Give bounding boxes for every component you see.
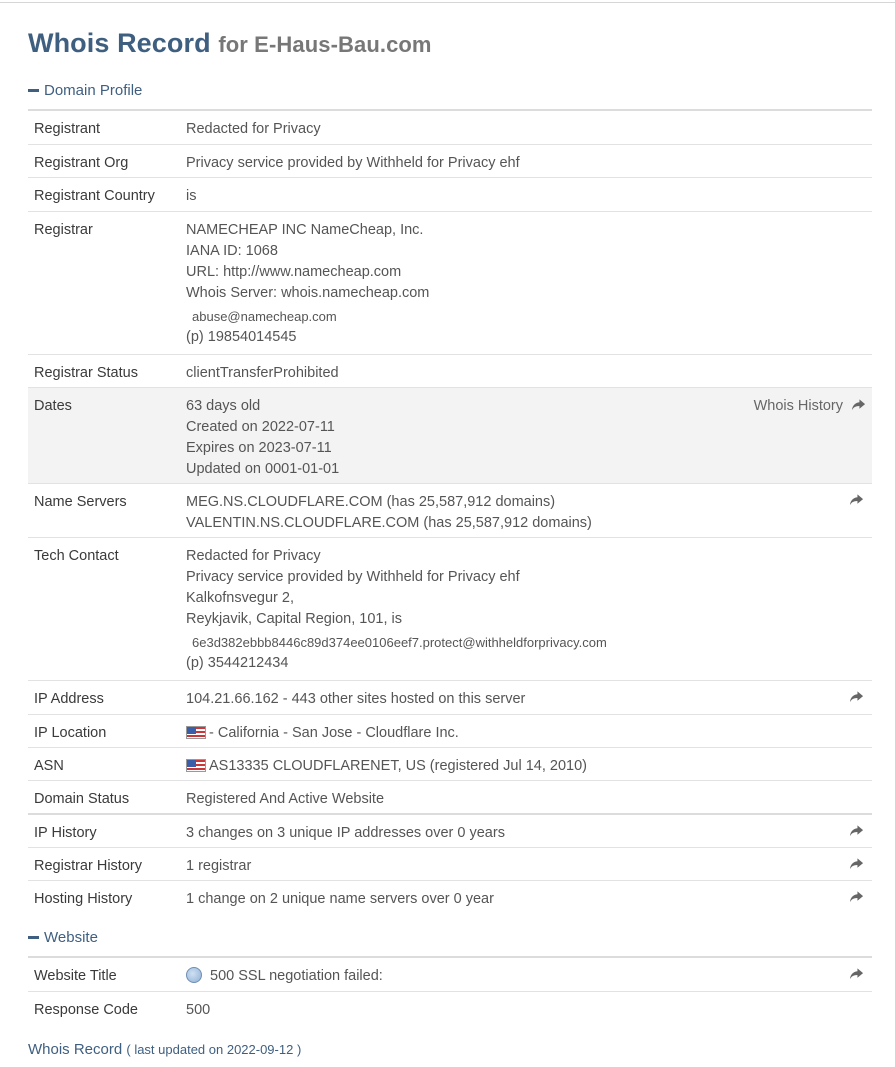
row-label: Website Title bbox=[34, 968, 117, 984]
row-label: Domain Status bbox=[34, 791, 130, 807]
row-value: Privacy service provided by Withheld for Privacy ehf bbox=[186, 155, 520, 171]
tech-street: Kalkofnsvegur 2, bbox=[186, 590, 295, 606]
row-value bbox=[186, 492, 786, 534]
collapse-icon[interactable] bbox=[28, 936, 39, 939]
row-dates bbox=[28, 387, 872, 483]
globe-icon bbox=[186, 967, 202, 983]
share-arrow-icon[interactable] bbox=[849, 824, 864, 838]
footer bbox=[28, 1041, 301, 1058]
tech-city: Reykjavik, Capital Region, 101, is bbox=[186, 611, 402, 627]
row-label: Registrar History bbox=[34, 858, 142, 874]
row-hosting-history bbox=[28, 880, 872, 914]
row-label: Response Code bbox=[34, 1002, 138, 1018]
row-label: Hosting History bbox=[34, 891, 133, 907]
footer-whois-record-link[interactable]: Whois Record bbox=[28, 1041, 123, 1058]
row-registrant-country bbox=[28, 177, 872, 211]
row-label: Registrar Status bbox=[34, 365, 138, 381]
row-value: is bbox=[186, 188, 197, 204]
row-label: IP History bbox=[34, 825, 97, 841]
row-value: 500 bbox=[186, 1002, 211, 1018]
phone-number: 3544212434 bbox=[207, 655, 289, 671]
row-label: IP Location bbox=[34, 725, 107, 741]
section-title[interactable]: Website bbox=[44, 929, 98, 946]
asn-text: AS13335 CLOUDFLARENET, US (registered Jul 14, 2010) bbox=[209, 758, 587, 774]
row-value: 1 registrar bbox=[186, 858, 252, 874]
row-value: Redacted for Privacy bbox=[186, 121, 321, 137]
row-label: ASN bbox=[34, 758, 64, 774]
row-label: Name Servers bbox=[34, 494, 127, 510]
us-flag-icon bbox=[186, 759, 206, 772]
website-title-text: 500 SSL negotiation failed: bbox=[210, 968, 383, 984]
row-value: 1 change on 2 unique name servers over 0 year bbox=[186, 891, 494, 907]
row-value: 104.21.66.162 - 443 other sites hosted on this server bbox=[186, 691, 526, 707]
share-arrow-icon[interactable] bbox=[849, 857, 864, 871]
row-registrar-history bbox=[28, 847, 872, 880]
title-text: Whois Record bbox=[28, 28, 211, 58]
created-date: Created on 2022-07-11 bbox=[186, 419, 335, 435]
registrar-url: URL: http://www.namecheap.com bbox=[186, 264, 402, 280]
row-ip-address bbox=[28, 680, 872, 714]
row-label: IP Address bbox=[34, 691, 104, 707]
row-label: Registrant Org bbox=[34, 155, 129, 171]
title-domain: for E-Haus-Bau.com bbox=[218, 32, 432, 57]
row-domain-status bbox=[28, 780, 872, 813]
phone-number: 19854014545 bbox=[207, 329, 297, 345]
row-ip-location bbox=[28, 714, 872, 747]
row-registrar bbox=[28, 211, 872, 354]
phone-prefix: (p) bbox=[186, 655, 204, 671]
name-server-1: MEG.NS.CLOUDFLARE.COM (has 25,587,912 domains) bbox=[186, 494, 556, 510]
section-title[interactable]: Domain Profile bbox=[44, 82, 143, 99]
row-value bbox=[186, 396, 786, 480]
us-flag-icon bbox=[186, 726, 206, 739]
tech-org: Privacy service provided by Withheld for Privacy ehf bbox=[186, 569, 520, 585]
whois-server: Whois Server: whois.namecheap.com bbox=[186, 285, 430, 301]
last-updated: ( last updated on 2022-09-12 ) bbox=[126, 1042, 302, 1057]
row-label: Registrant bbox=[34, 121, 101, 137]
row-label: Tech Contact bbox=[34, 548, 119, 564]
domain-age: 63 days old bbox=[186, 398, 261, 414]
row-tech-contact bbox=[28, 537, 872, 680]
row-website-title bbox=[28, 956, 872, 991]
tech-email: 6e3d382ebbb8446c89d374ee0106eef7.protect@withheldforprivacy.com bbox=[192, 635, 607, 650]
row-label: Registrant Country bbox=[34, 188, 155, 204]
row-response-code bbox=[28, 991, 872, 1024]
top-divider bbox=[0, 2, 895, 3]
section-toggle-domain-profile[interactable] bbox=[28, 82, 142, 99]
whois-history-link[interactable] bbox=[754, 396, 866, 417]
tech-name: Redacted for Privacy bbox=[186, 548, 321, 564]
expires-date: Expires on 2023-07-11 bbox=[186, 440, 332, 456]
row-value bbox=[186, 756, 786, 777]
row-label: Registrar bbox=[34, 222, 93, 238]
row-registrant-org bbox=[28, 144, 872, 177]
row-registrar-status bbox=[28, 354, 872, 387]
row-value bbox=[186, 966, 786, 987]
share-arrow-icon[interactable] bbox=[849, 493, 864, 507]
row-value bbox=[186, 723, 786, 744]
share-arrow-icon[interactable] bbox=[849, 967, 864, 981]
row-registrant bbox=[28, 109, 872, 144]
row-name-servers bbox=[28, 483, 872, 537]
row-value bbox=[186, 220, 786, 348]
page-title bbox=[28, 28, 432, 59]
collapse-icon[interactable] bbox=[28, 89, 39, 92]
name-server-2: VALENTIN.NS.CLOUDFLARE.COM (has 25,587,912 domains) bbox=[186, 515, 592, 531]
row-value: 3 changes on 3 unique IP addresses over 0 years bbox=[186, 825, 505, 841]
whois-history-label[interactable]: Whois History bbox=[753, 398, 843, 414]
row-value bbox=[186, 546, 786, 674]
share-arrow-icon[interactable] bbox=[849, 690, 864, 704]
phone-prefix: (p) bbox=[186, 329, 204, 345]
row-asn bbox=[28, 747, 872, 780]
row-value: Registered And Active Website bbox=[186, 791, 385, 807]
section-toggle-website[interactable] bbox=[28, 929, 98, 946]
ip-location-text: - California - San Jose - Cloudflare Inc. bbox=[209, 725, 459, 741]
row-ip-history bbox=[28, 813, 872, 847]
updated-date: Updated on 0001-01-01 bbox=[186, 461, 340, 477]
share-arrow-icon[interactable] bbox=[849, 890, 864, 904]
share-arrow-icon[interactable] bbox=[851, 398, 866, 412]
row-label: Dates bbox=[34, 398, 72, 414]
registrar-name: NAMECHEAP INC NameCheap, Inc. bbox=[186, 222, 424, 238]
row-value: clientTransferProhibited bbox=[186, 365, 339, 381]
abuse-email: abuse@namecheap.com bbox=[192, 309, 337, 324]
iana-id: IANA ID: 1068 bbox=[186, 243, 278, 259]
